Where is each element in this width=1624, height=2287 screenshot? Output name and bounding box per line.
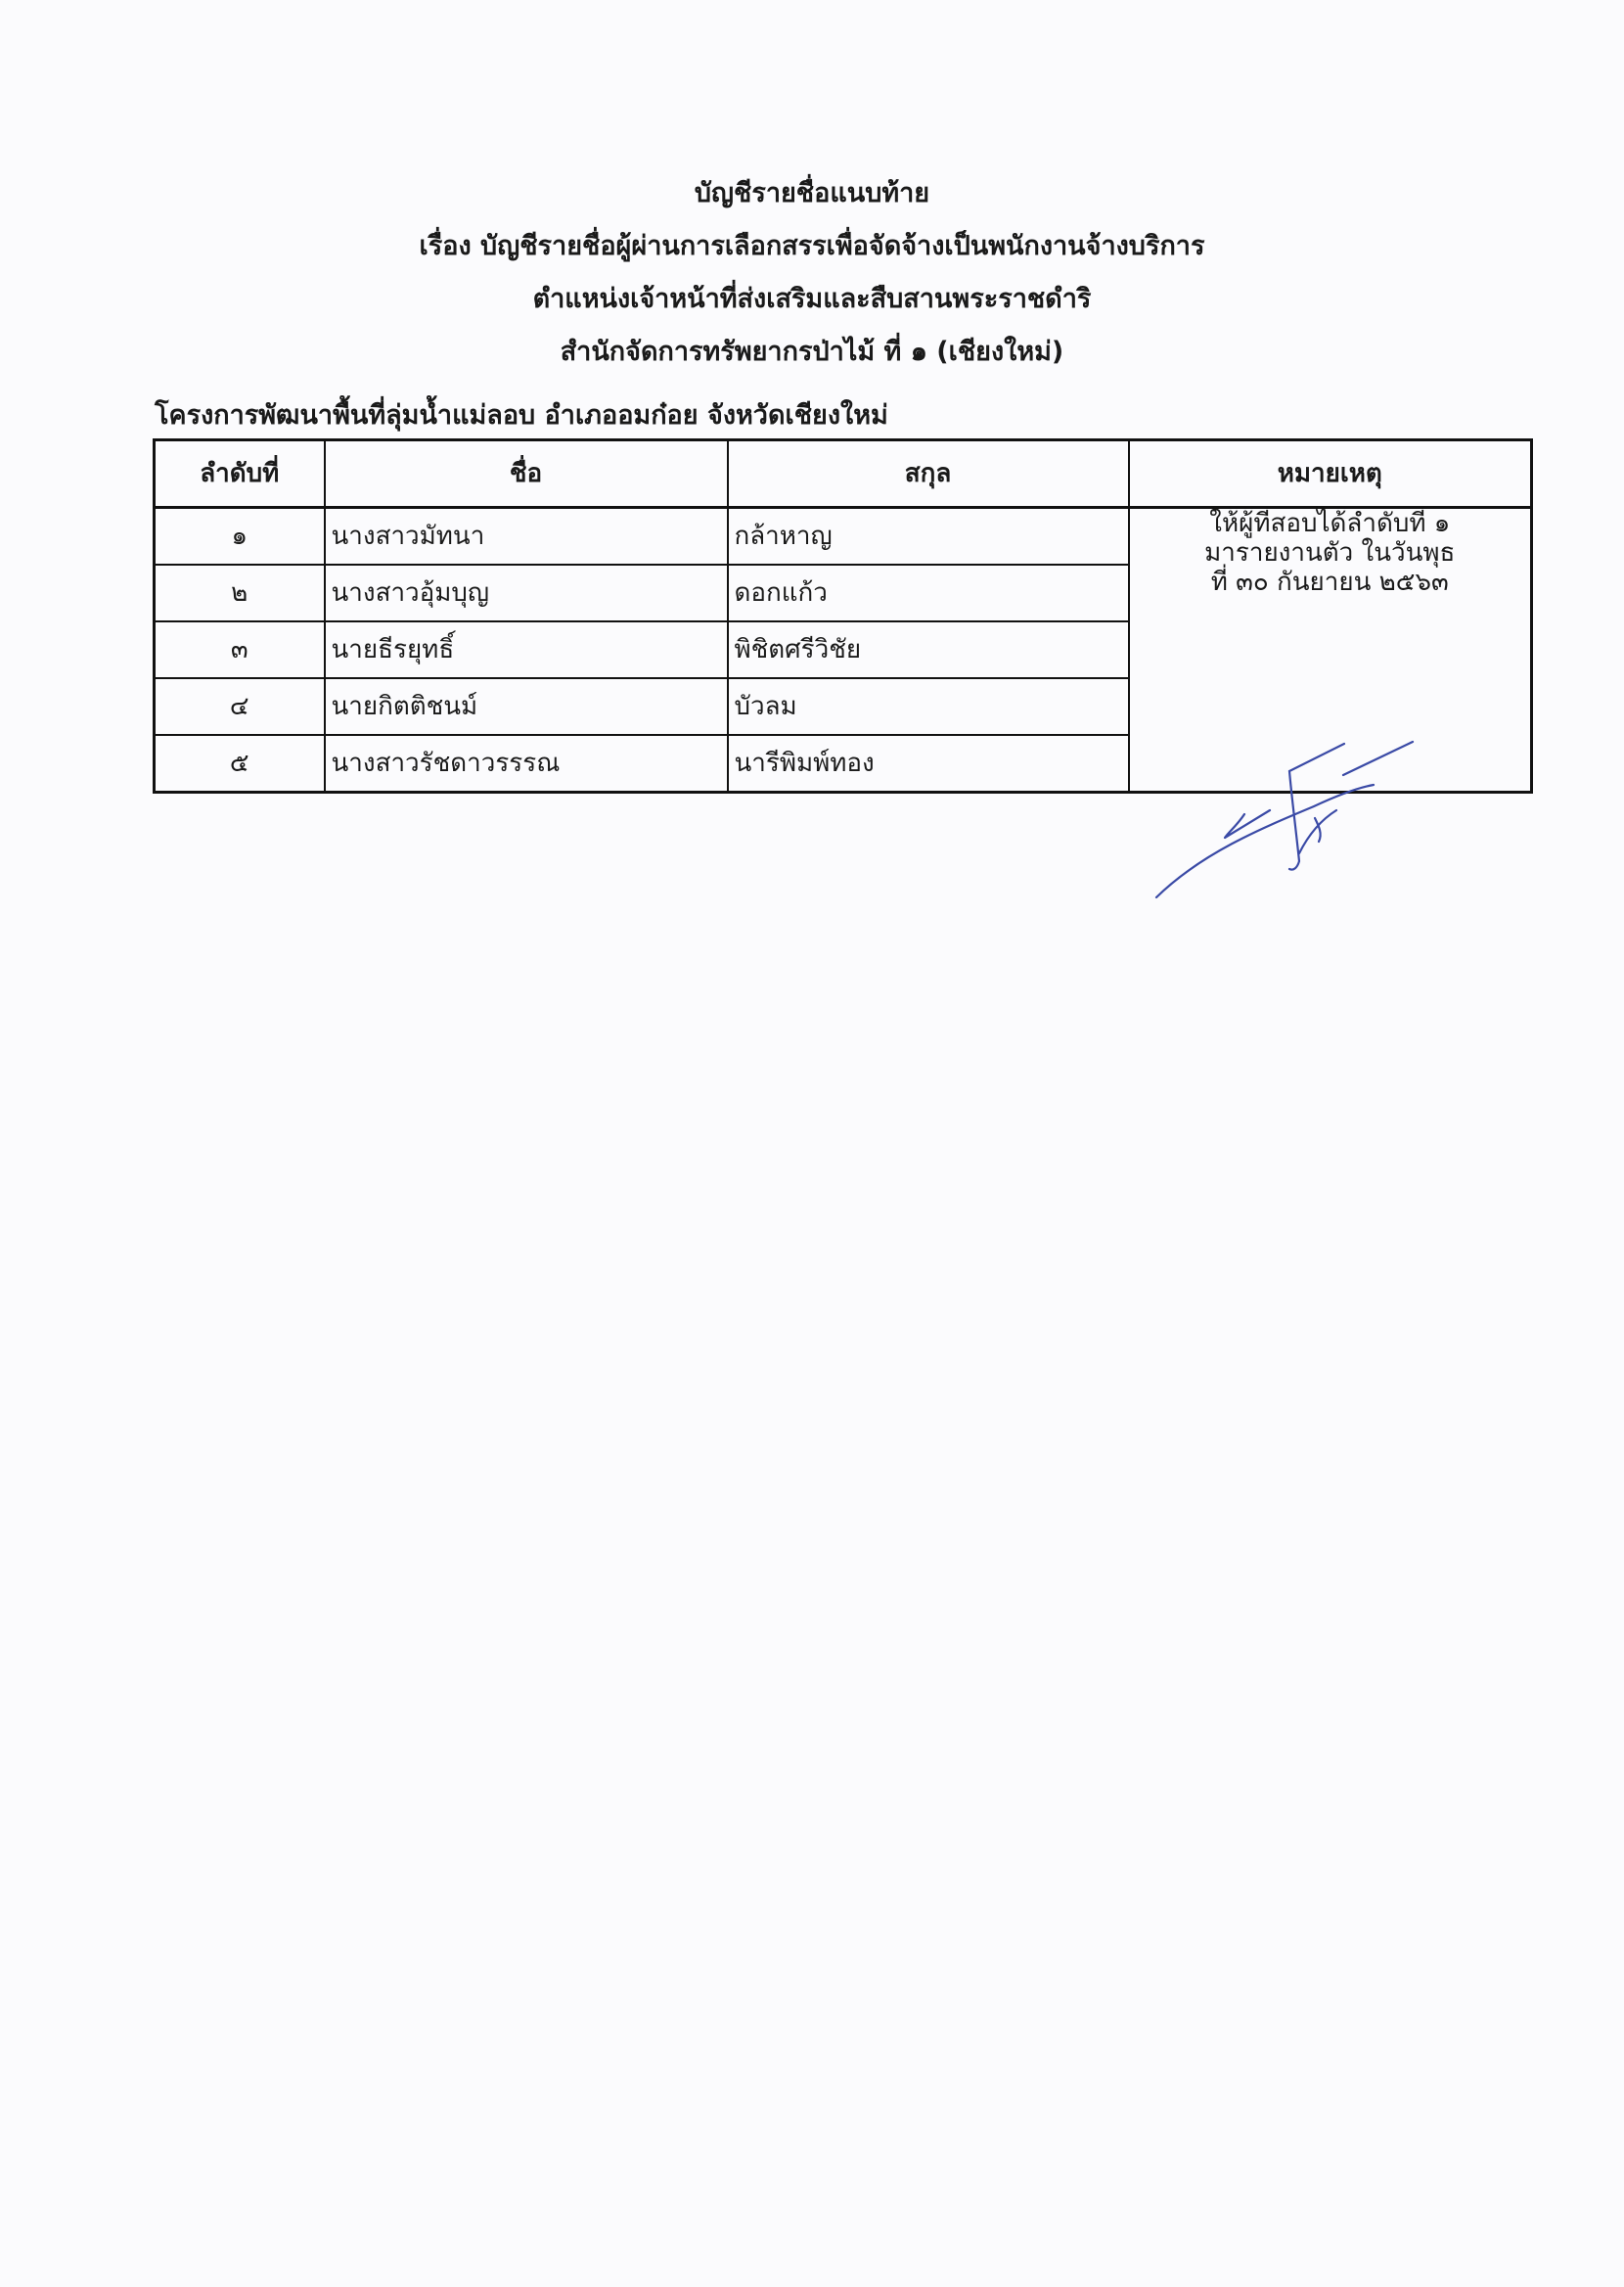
row-name: นางสาวอุ้มบุญ bbox=[325, 565, 728, 621]
row-order: ๑ bbox=[155, 508, 325, 566]
header-surname: สกุล bbox=[728, 440, 1129, 508]
row-surname: นารีพิมพ์ทอง bbox=[728, 735, 1129, 793]
row-surname: บัวลม bbox=[728, 678, 1129, 735]
table-header-row bbox=[155, 440, 1532, 508]
row-surname: กล้าหาญ bbox=[728, 508, 1129, 566]
row-order: ๒ bbox=[155, 565, 325, 621]
signature bbox=[1143, 736, 1436, 922]
header-name: ชื่อ bbox=[325, 440, 728, 508]
row-name: นายธีรยุทธิ์ bbox=[325, 621, 728, 678]
document-title: บัญชีรายชื่อแนบท้าย bbox=[694, 178, 930, 208]
row-surname: พิชิตศรีวิชัย bbox=[728, 621, 1129, 678]
header-remark: หมายเหตุ bbox=[1129, 440, 1532, 508]
office-name: สำนักจัดการทรัพยากรป่าไม้ ที่ ๑ (เชียงใหม่) bbox=[560, 337, 1064, 367]
header-order: ลำดับที่ bbox=[155, 440, 325, 508]
remark-line: ให้ผู้ที่สอบได้ลำดับที่ ๑ bbox=[1209, 509, 1451, 538]
table-row bbox=[155, 508, 1532, 566]
position-title: ตำแหน่งเจ้าหน้าที่ส่งเสริมและสืบสานพระราชดำริ bbox=[532, 284, 1092, 314]
project-name: โครงการพัฒนาพื้นที่ลุ่มน้ำแม่ลอบ อำเภออมก๋อย จังหวัดเชียงใหม่ bbox=[155, 400, 888, 431]
row-order: ๕ bbox=[155, 735, 325, 793]
document-subject: เรื่อง บัญชีรายชื่อผู้ผ่านการเลือกสรรเพื่อจัดจ้างเป็นพนักงานจ้างบริการ bbox=[419, 231, 1205, 261]
row-name: นางสาวรัชดาวรรรณ bbox=[325, 735, 728, 793]
row-name: นายกิตติชนม์ bbox=[325, 678, 728, 735]
row-order: ๓ bbox=[155, 621, 325, 678]
remark-line: ที่ ๓๐ กันยายน ๒๕๖๓ bbox=[1210, 568, 1449, 597]
row-name: นางสาวมัทนา bbox=[325, 508, 728, 566]
row-surname: ดอกแก้ว bbox=[728, 565, 1129, 621]
remark-line: มารายงานตัว ในวันพุธ bbox=[1204, 538, 1456, 568]
row-order: ๔ bbox=[155, 678, 325, 735]
